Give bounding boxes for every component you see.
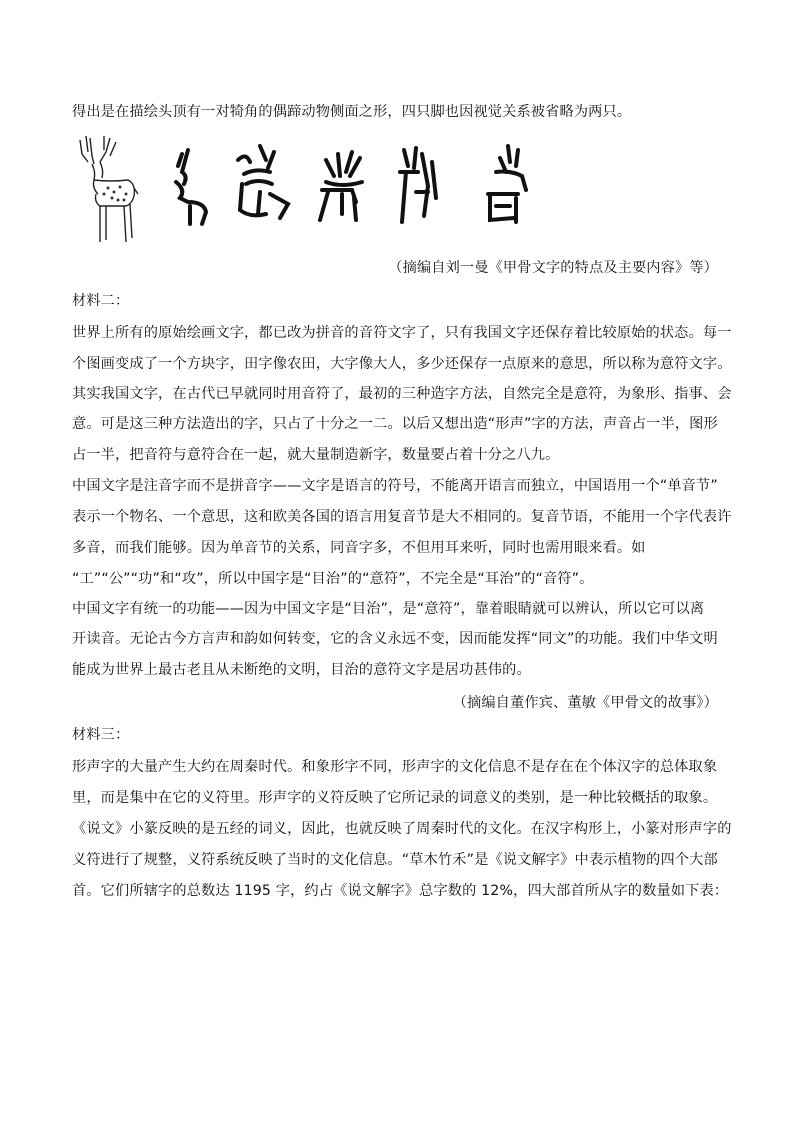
material3-line-4: 义符进行了规整，义符系统反映了当时的文化信息。“草木竹禾”是《说文解字》中表示植物的四个大部	[72, 852, 718, 868]
source-citation-1: （摘编自刘一曼《甲骨文字的特点及主要内容》等）	[388, 260, 718, 276]
material2-line-10: 中国文字有统一的功能——因为中国文字是“目治”，是“意符”，靠着眼睛就可以辨认，所以它可以离	[72, 601, 705, 617]
material2-line-5: 占一半，把音符与意符合在一起，就大量制造新字，数量要占着十分之八九。	[72, 447, 560, 463]
material2-line-12: 能成为世界上最古老且从未断绝的文明，目治的意符文字是居功甚伟的。	[72, 662, 531, 678]
material2-line-2: 个图画变成了一个方块字，田字像农田，大字像大人，多少还保存一点原来的意思，所以称为意符文字。	[72, 356, 732, 372]
oracle-deer-glyph-5	[488, 146, 526, 222]
deer-spots	[103, 186, 128, 202]
oracle-deer-glyph-3	[320, 152, 362, 220]
material2-line-9: “工”“公”“功”和“攻”，所以中国字是“目治”的“意符”，不完全是“耳治”的“音符”。	[72, 571, 594, 587]
material2-line-3: 其实我国文字，在古代已早就同时用音符了，最初的三种造字方法，自然完全是意符，为象形、指事、会	[72, 386, 732, 402]
material3-line-2: 里，而是集中在它的义符里。形声字的义符反映了它所记录的词意义的类别，是一种比较概括的取象。	[72, 790, 718, 806]
material3-line-1: 形声字的大量产生大约在周秦时代。和象形字不同，形声字的文化信息不是存在在个体汉字的总体取象	[72, 759, 718, 775]
material2-line-4: 意。可是这三种方法造出的字，只占了十分之一二。以后又想出造“形声”字的方法，声音占一半，图形	[72, 416, 718, 432]
oracle-deer-glyph-4	[400, 148, 436, 222]
material3-line-5: 首。它们所辖字的总数达 1195 字，约占《说文解字》总字数的 12%，四大部首所从字的数量如下表：	[72, 883, 729, 899]
intro-paragraph: 得出是在描绘头顶有一对犄角的偶蹄动物侧面之形，四只脚也因视觉关系被省略为两只。	[72, 104, 632, 120]
material2-heading: 材料二：	[72, 293, 130, 309]
material2-line-8: 多音，而我们能够。因为单音节的关系，同音字多，不但用耳来听，同时也需用眼来看。如	[72, 540, 646, 556]
deer-oracle-bone-figure	[70, 132, 550, 247]
material2-line-1: 世界上所有的原始绘画文字，都已改为拼音的音符文字了，只有我国文字还保存着比较原始的状态。每一	[72, 325, 732, 341]
material3-heading: 材料三：	[72, 727, 130, 743]
material2-line-11: 开读音。无论古今方言声和韵如何转变，它的含义永远不变，因而能发挥“同文”的功能。我们中华文明	[72, 631, 718, 647]
material2-line-6: 中国文字是注音字而不是拼音字——文字是语言的符号，不能离开语言而独立，中国语用一个“单音节”	[72, 478, 718, 494]
source-citation-2: （摘编自董作宾、董敏《甲骨文的故事》）	[452, 695, 718, 711]
oracle-deer-glyph-1	[176, 150, 206, 224]
material2-line-7: 表示一个物名、一个意思，这和欧美各国的语言用复音节是大不相同的。复音节语，不能用一个字代表许	[72, 509, 732, 525]
oracle-deer-glyph-2	[238, 146, 288, 218]
deer-glyphs-illustration	[70, 132, 550, 247]
material3-line-3: 《说文》小篆反映的是五经的词义，因此，也就反映了周秦时代的文化。在汉字构形上，小篆对形声字的	[72, 821, 732, 837]
